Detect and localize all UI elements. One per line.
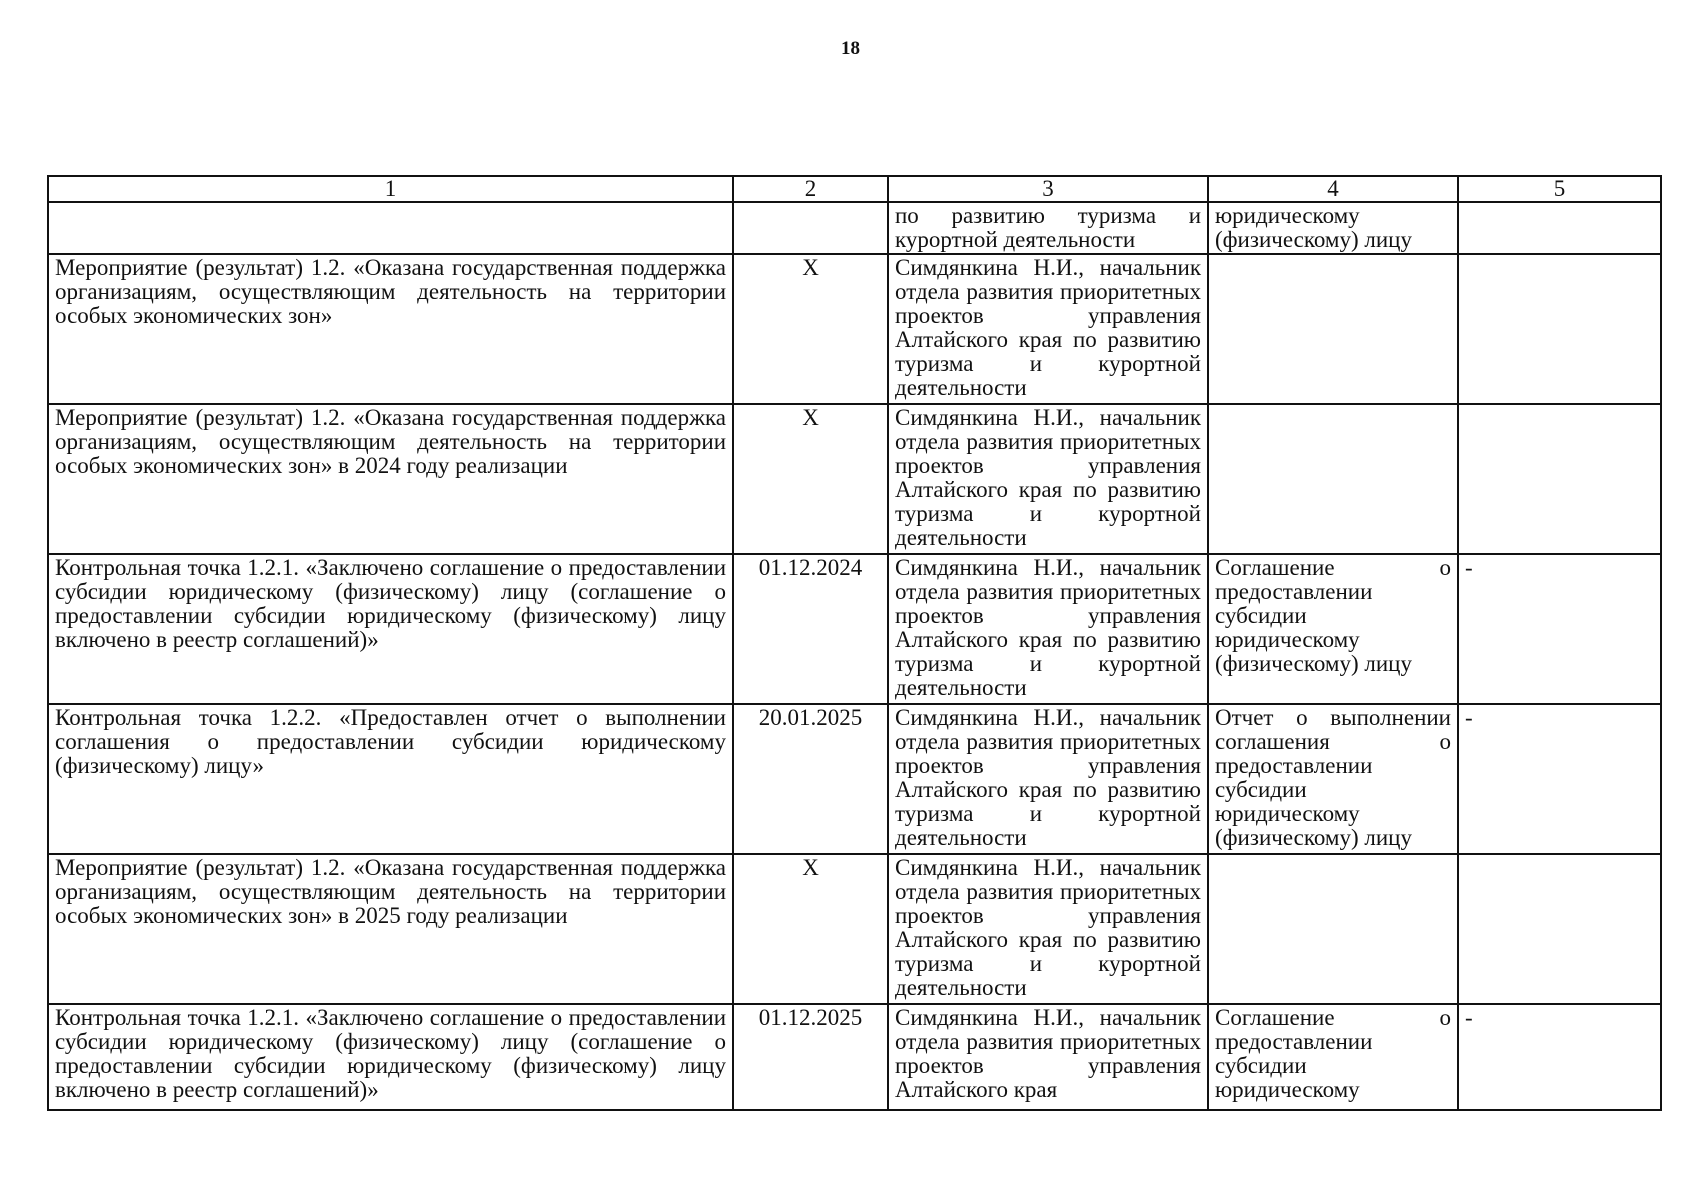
header-col-5: 5 — [1458, 176, 1661, 202]
cell-activity: Контрольная точка 1.2.2. «Предоставлен отчет о выполнении соглашения о предоставлении субсидии юридическому (физическому) лицу» — [48, 704, 733, 854]
cell-date: 20.01.2025 — [733, 704, 888, 854]
table-row — [48, 404, 1661, 554]
cell-document: Соглашение о предоставлении субсидии юридическому — [1208, 1004, 1458, 1110]
cell-col5: - — [1458, 1004, 1661, 1110]
cell-activity: Мероприятие (результат) 1.2. «Оказана государственная поддержка организациям, осуществляющим деятельность на территории особых экономических зон» в 2025 году реализации — [48, 854, 733, 1004]
cell-col5 — [1458, 202, 1661, 254]
cell-responsible: Симдянкина Н.И., начальник отдела развития приоритетных проектов управления Алтайского края по развитию туризма и курортной деятельности — [888, 254, 1208, 404]
cell-activity: Контрольная точка 1.2.1. «Заключено соглашение о предоставлении субсидии юридическому (физическому) лицу (соглашение о предоставлении субсидии юридическому (физическому) лицу включено в реестр соглашений)» — [48, 1004, 733, 1110]
cell-document: юридическому (физическому) лицу — [1208, 202, 1458, 254]
cell-col5 — [1458, 854, 1661, 1004]
cell-document — [1208, 254, 1458, 404]
cell-responsible: Симдянкина Н.И., начальник отдела развития приоритетных проектов управления Алтайского края по развитию туризма и курортной деятельности — [888, 404, 1208, 554]
table-row — [48, 254, 1661, 404]
header-row — [48, 176, 1661, 202]
plan-table — [47, 175, 1662, 1111]
cell-responsible: Симдянкина Н.И., начальник отдела развития приоритетных проектов управления Алтайского края по развитию туризма и курортной деятельности — [888, 704, 1208, 854]
table-row — [48, 704, 1661, 854]
cell-col5 — [1458, 404, 1661, 554]
cell-date: 01.12.2025 — [733, 1004, 888, 1110]
cell-responsible: по развитию туризма и курортной деятельности — [888, 202, 1208, 254]
cell-document: Соглашение о предоставлении субсидии юридическому (физическому) лицу — [1208, 554, 1458, 704]
cell-responsible: Симдянкина Н.И., начальник отдела развития приоритетных проектов управления Алтайского края по развитию туризма и курортной деятельности — [888, 554, 1208, 704]
header-col-3: 3 — [888, 176, 1208, 202]
cell-document: Отчет о выполнении соглашения о предоставлении субсидии юридическому (физическому) лицу — [1208, 704, 1458, 854]
cell-document — [1208, 854, 1458, 1004]
cell-col5: - — [1458, 554, 1661, 704]
cell-document — [1208, 404, 1458, 554]
header-col-2: 2 — [733, 176, 888, 202]
cell-activity: Контрольная точка 1.2.1. «Заключено соглашение о предоставлении субсидии юридическому (физическому) лицу (соглашение о предоставлении субсидии юридическому (физическому) лицу включено в реестр соглашений)» — [48, 554, 733, 704]
header-col-1: 1 — [48, 176, 733, 202]
cell-responsible: Симдянкина Н.И., начальник отдела развития приоритетных проектов управления Алтайского края — [888, 1004, 1208, 1110]
page-number: 18 — [841, 38, 860, 59]
cell-date: X — [733, 404, 888, 554]
cell-col5 — [1458, 254, 1661, 404]
cell-date: 01.12.2024 — [733, 554, 888, 704]
table-row — [48, 854, 1661, 1004]
table-row — [48, 1004, 1661, 1110]
table-row — [48, 554, 1661, 704]
cell-date: X — [733, 254, 888, 404]
cell-date — [733, 202, 888, 254]
cell-activity: Мероприятие (результат) 1.2. «Оказана государственная поддержка организациям, осуществляющим деятельность на территории особых экономических зон» — [48, 254, 733, 404]
cell-responsible: Симдянкина Н.И., начальник отдела развития приоритетных проектов управления Алтайского края по развитию туризма и курортной деятельности — [888, 854, 1208, 1004]
cell-activity: Мероприятие (результат) 1.2. «Оказана государственная поддержка организациям, осуществляющим деятельность на территории особых экономических зон» в 2024 году реализации — [48, 404, 733, 554]
cell-date: X — [733, 854, 888, 1004]
table-row — [48, 202, 1661, 254]
cell-activity — [48, 202, 733, 254]
header-col-4: 4 — [1208, 176, 1458, 202]
cell-col5: - — [1458, 704, 1661, 854]
